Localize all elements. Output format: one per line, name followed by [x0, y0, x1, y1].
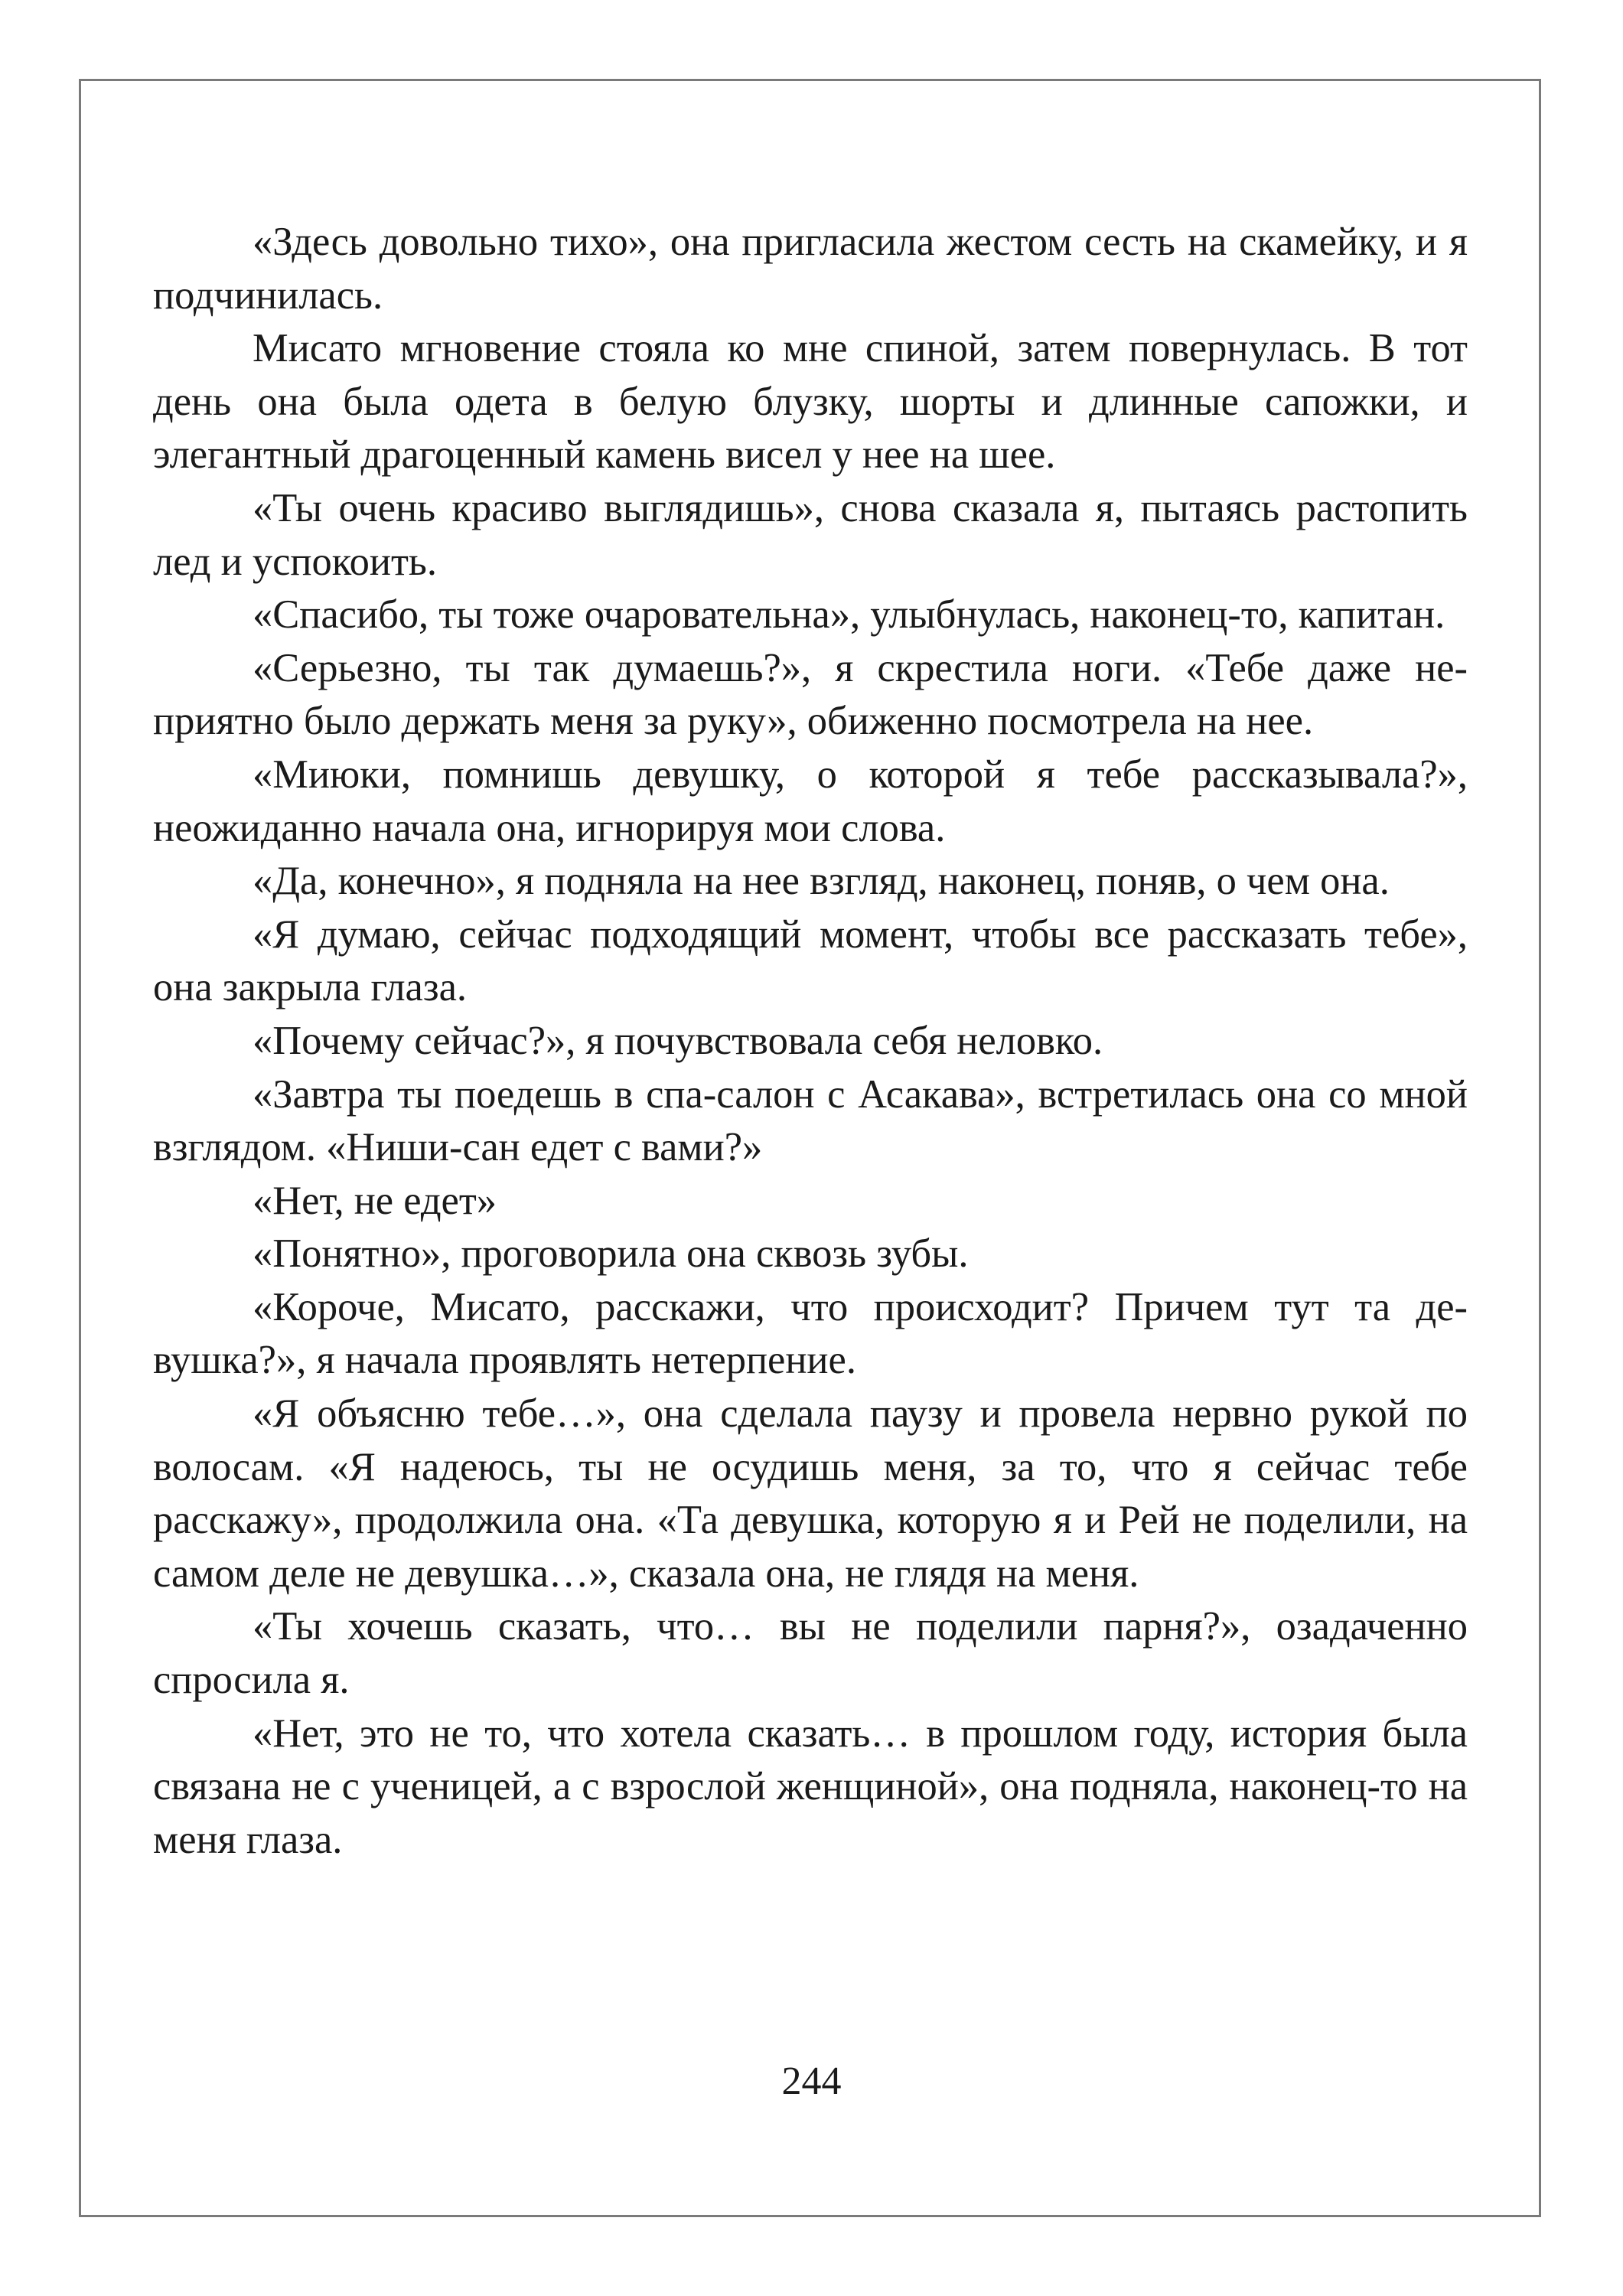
paragraph: «Ты хочешь сказать, что… вы не поделили парня?», озадаченно спросила я. [153, 1604, 1468, 1703]
paragraph: «Короче, Мисато, расскажи, что происходит? Причем тут та девушка?», я начала проявлять нетерпение. [153, 1284, 1468, 1383]
paragraph: «Я объясню тебе…», она сделала паузу и провела нервно рукой по волосам. «Я надеюсь, ты не осудишь меня, за то, что я сейчас тебе расскажу», продолжила она. «Та девушка, которую я и Рей не поделили, на самом деле не девушка…», сказала она, не глядя на меня. [153, 1391, 1468, 1596]
paragraph: Мисато мгновение стояла ко мне спиной, затем повернулась. В тот день она была одета в белую блузку, шорты и длинные сапожки, и элегантный драгоценный камень висел у нее на шее. [153, 326, 1468, 478]
page-number: 244 [781, 2060, 842, 2103]
paragraph: «Понятно», проговорила она сквозь зубы. [253, 1231, 969, 1277]
paragraph: «Ты очень красиво выглядишь», снова сказала я, пытаясь растопить лед и успокоить. [153, 485, 1468, 584]
paragraph: «Нет, это не то, что хотела сказать… в прошлом году, история была связана не с ученицей, а с взрослой женщиной», она подняла, наконец-то на меня глаза. [153, 1711, 1468, 1862]
paragraph: «Завтра ты поедешь в спа-салон с Асакава», встретилась она со мной взглядом. «Ниши-сан едет с вами?» [153, 1071, 1468, 1170]
text-body [153, 216, 1468, 1867]
paragraph: «Миюки, помнишь девушку, о которой я тебе рассказывала?», неожиданно начала она, игнорируя мои слова. [153, 752, 1468, 850]
paragraph: «Да, конечно», я подняла на нее взгляд, наконец, поняв, о чем она. [253, 859, 1390, 904]
paragraph: «Нет, не едет» [253, 1178, 497, 1223]
paragraph: «Спасибо, ты тоже очаровательна», улыбнулась, наконец-то, капитан. [253, 592, 1445, 638]
paragraph: «Серьезно, ты так думаешь?», я скрестила ноги. «Тебе даже неприятно было держать меня за руку», обиженно посмотрела на нее. [153, 645, 1468, 744]
paragraph: «Здесь довольно тихо», она пригласила жестом сесть на скамейку, и я подчинилась. [153, 220, 1468, 318]
paragraph: «Я думаю, сейчас подходящий момент, чтобы все рассказать тебе», она закрыла глаза. [153, 912, 1468, 1010]
paragraph: «Почему сейчас?», я почувствовала себя неловко. [253, 1018, 1103, 1063]
